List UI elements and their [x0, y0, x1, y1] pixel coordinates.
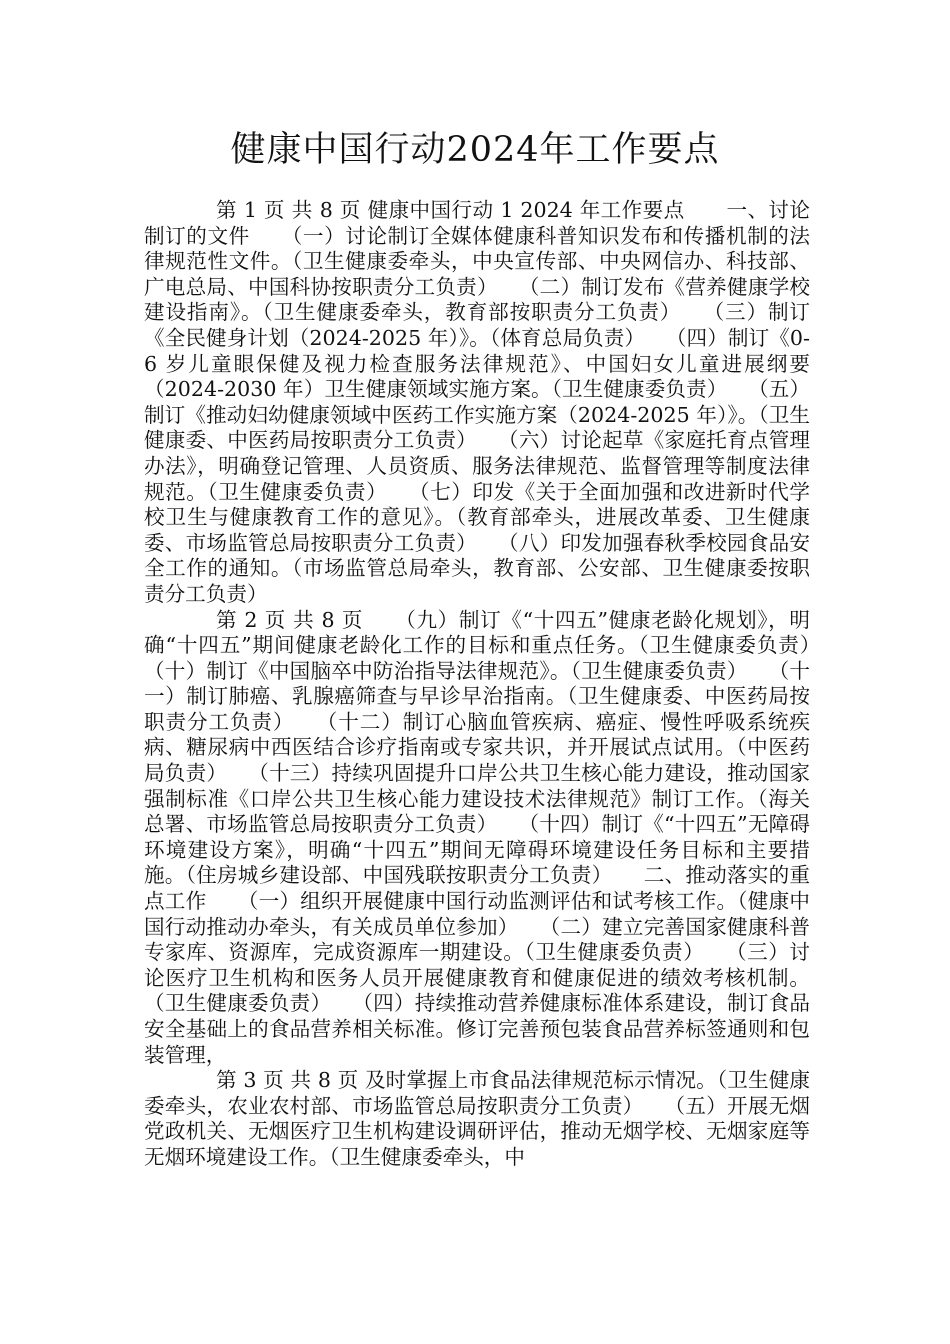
document-body [144, 198, 852, 1171]
paragraph-page-1: 第 1 页 共 8 页 健康中国行动 1 2024 年工作要点 一、讨论制订的文件 （一）讨论制订全媒体健康科普知识发布和传播机制的法律规范性文件。（卫生健康委牵头，中央宣传部、中央网信办、科技部、广电总局、中国科协按职责分工负责） （二）制订发布《营养健康学校建设指南》。（卫生健康委牵头，教育部按职责分工负责） （三）制订《全民健身计划（2024-2025 年）》。（体育总局负责） （四）制订《0-6 岁儿童眼保健及视力检查服务法律规范》、中国妇女儿童进展纲要（2024-2030 年）卫生健康领域实施方案。（卫生健康委负责） （五）制订《推动妇幼健康领域中医药工作实施方案（2024-2025 年）》。（卫生健康委、中医药局按职责分工负责） （六）讨论起草《家庭托育点管理办法》，明确登记管理、人员资质、服务法律规范、监督管理等制度法律规范。（卫生健康委负责） （七）印发《关于全面加强和改进新时代学校卫生与健康教育工作的意见》。（教育部牵头，进展改革委、卫生健康委、市场监管总局按职责分工负责） （八）印发加强春秋季校园食品安全工作的通知。（市场监管总局牵头，教育部、公安部、卫生健康委按职责分工负责） [144, 198, 810, 606]
paragraph-page-2: 第 2 页 共 8 页 （九）制订《“十四五”健康老龄化规划》，明确“十四五”期间健康老龄化工作的目标和重点任务。（卫生健康委负责） （十）制订《中国脑卒中防治指导法律规范》。（卫生健康委负责） （十一）制订肺癌、乳腺癌筛查与早诊早治指南。（卫生健康委、中医药局按职责分工负责） （十二）制订心脑血管疾病、癌症、慢性呼吸系统疾病、糖尿病中西医结合诊疗指南或专家共识，并开展试点试用。（中医药局负责） （十三）持续巩固提升口岸公共卫生核心能力建设，推动国家强制标准《口岸公共卫生核心能力建设技术法律规范》制订工作。（海关总署、市场监管总局按职责分工负责） （十四）制订《“十四五”无障碍环境建设方案》，明确“十四五”期间无障碍环境建设任务目标和主要措施。（住房城乡建设部、中国残联按职责分工负责） 二、推动落实的重点工作 （一）组织开展健康中国行动监测评估和试考核工作。（健康中国行动推动办牵头，有关成员单位参加） （二）建立完善国家健康科普专家库、资源库，完成资源库一期建设。（卫生健康委负责） （三）讨论医疗卫生机构和医务人员开展健康教育和健康促进的绩效考核机制。（卫生健康委负责） （四）持续推动营养健康标准体系建设，制订食品安全基础上的食品营养相关标准。修订完善预包装食品营养标签通则和包装管理， [144, 607, 852, 1067]
document-title: 健康中国行动2024年工作要点 [230, 130, 720, 170]
paragraph-page-3: 第 3 页 共 8 页 及时掌握上市食品法律规范标示情况。（卫生健康委牵头，农业农村部、市场监管总局按职责分工负责） （五）开展无烟党政机关、无烟医疗卫生机构建设调研评估，推动无烟学校、无烟家庭等无烟环境建设工作。（卫生健康委牵头，中 [144, 1068, 810, 1169]
